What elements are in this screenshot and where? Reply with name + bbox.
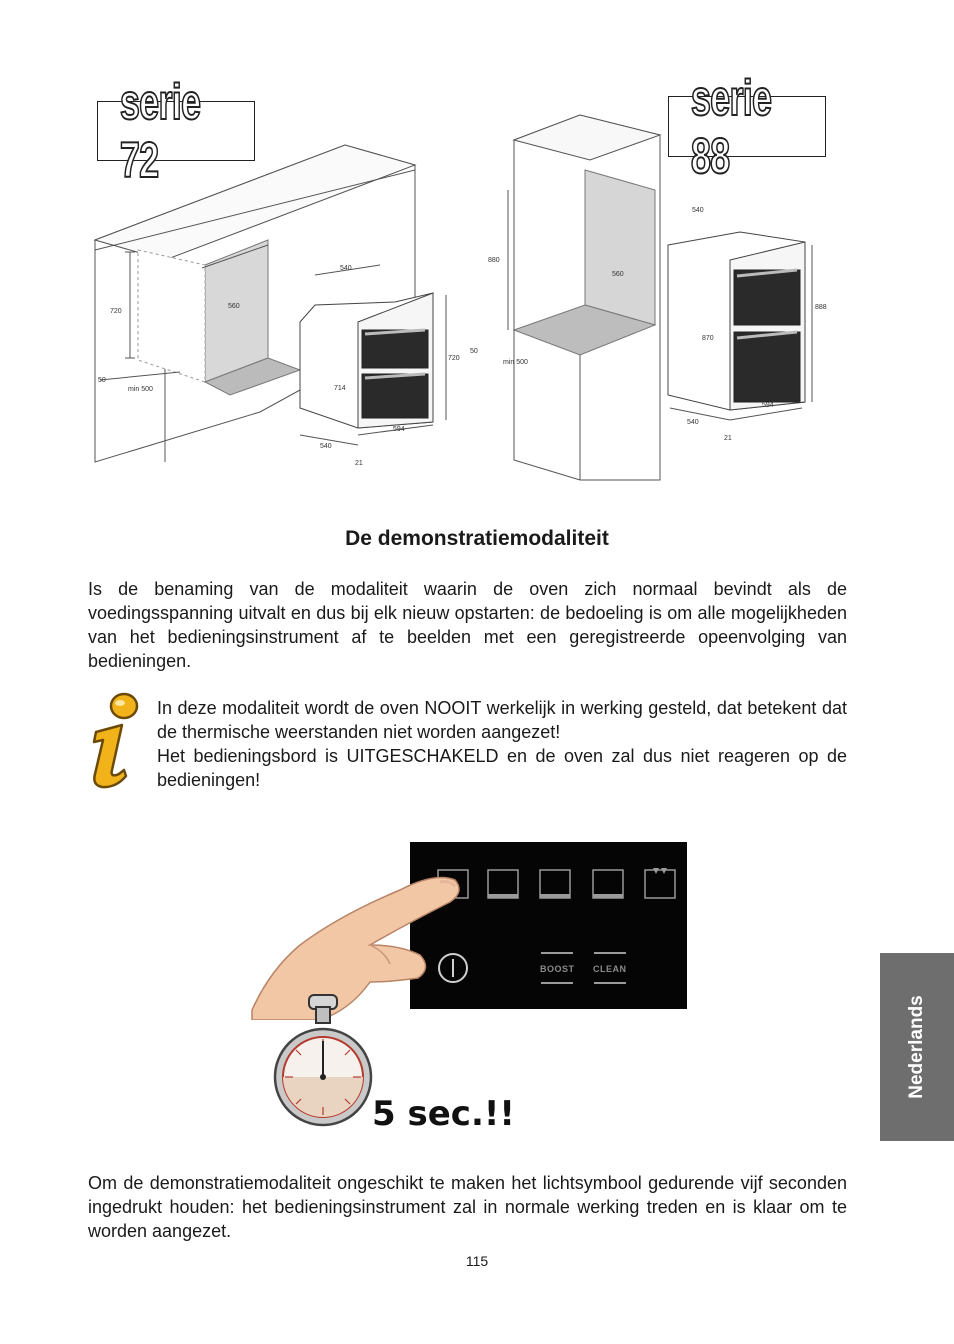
page-number: 115 bbox=[465, 1253, 489, 1269]
serie-88-text: serie 88 bbox=[690, 69, 772, 184]
serie-72-text: serie 72 bbox=[119, 74, 201, 188]
boost-button[interactable]: BOOST bbox=[540, 964, 575, 974]
dim-label: 540 bbox=[687, 419, 699, 426]
dim-label: 870 bbox=[702, 335, 714, 342]
dim-label: 50 bbox=[470, 348, 478, 355]
serie-72-label bbox=[97, 74, 255, 188]
dim-label: min 500 bbox=[503, 359, 528, 366]
dim-label: 594 bbox=[762, 402, 774, 409]
info-paragraph-1: In deze modaliteit wordt de oven NOOIT werkelijk in werking gesteld, dat betekent dat de thermische weerstanden niet worden aangezet! bbox=[157, 698, 847, 742]
language-tab-label: Nederlands bbox=[906, 995, 927, 1099]
dim-label: 540 bbox=[340, 265, 352, 272]
section-heading: De demonstratiemodaliteit bbox=[345, 527, 609, 550]
stopwatch-icon bbox=[272, 993, 374, 1128]
closing-paragraph: Om de demonstratiemodaliteit ongeschikt te maken het lichtsymbool gedurende vijf seconden ingedrukt houden: het bedieningsinstrument zal in normale werking treden en is klaar om te worden aangezet. bbox=[88, 1173, 847, 1241]
info-paragraph-2: Het bedieningsbord is UITGESCHAKELD en de oven zal dus niet reageren op de bedieningen! bbox=[157, 746, 847, 790]
dim-label: 714 bbox=[334, 385, 346, 392]
dim-label: 720 bbox=[448, 355, 460, 362]
language-tab bbox=[880, 953, 954, 1141]
dim-label: 594 bbox=[393, 426, 405, 433]
dim-label: 720 bbox=[110, 308, 122, 315]
serie-88-label bbox=[668, 69, 826, 184]
dim-label: min 500 bbox=[128, 386, 153, 393]
timer-text: 5 sec.!! bbox=[372, 1094, 515, 1134]
info-icon bbox=[86, 692, 144, 792]
dim-label: 560 bbox=[228, 303, 240, 310]
dim-label: 540 bbox=[692, 207, 704, 214]
dim-label: 888 bbox=[815, 304, 827, 311]
intro-paragraph: Is de benaming van de modaliteit waarin de oven zich normaal bevindt als de voedingsspanning uitvalt en dus bij elk nieuw opstarten: de bedoeling is om alle mogelijkheden van het bedieningsinstrument af te beelden met een geregistreerde opeenvolging van bedieningen. bbox=[88, 579, 847, 671]
dim-label: 880 bbox=[488, 257, 500, 264]
dim-label: 50 bbox=[98, 377, 106, 384]
dim-label: 21 bbox=[355, 460, 363, 467]
clean-button[interactable]: CLEAN bbox=[593, 964, 627, 974]
dim-label: 540 bbox=[320, 443, 332, 450]
dim-label: 560 bbox=[612, 271, 624, 278]
dim-label: 21 bbox=[724, 435, 732, 442]
